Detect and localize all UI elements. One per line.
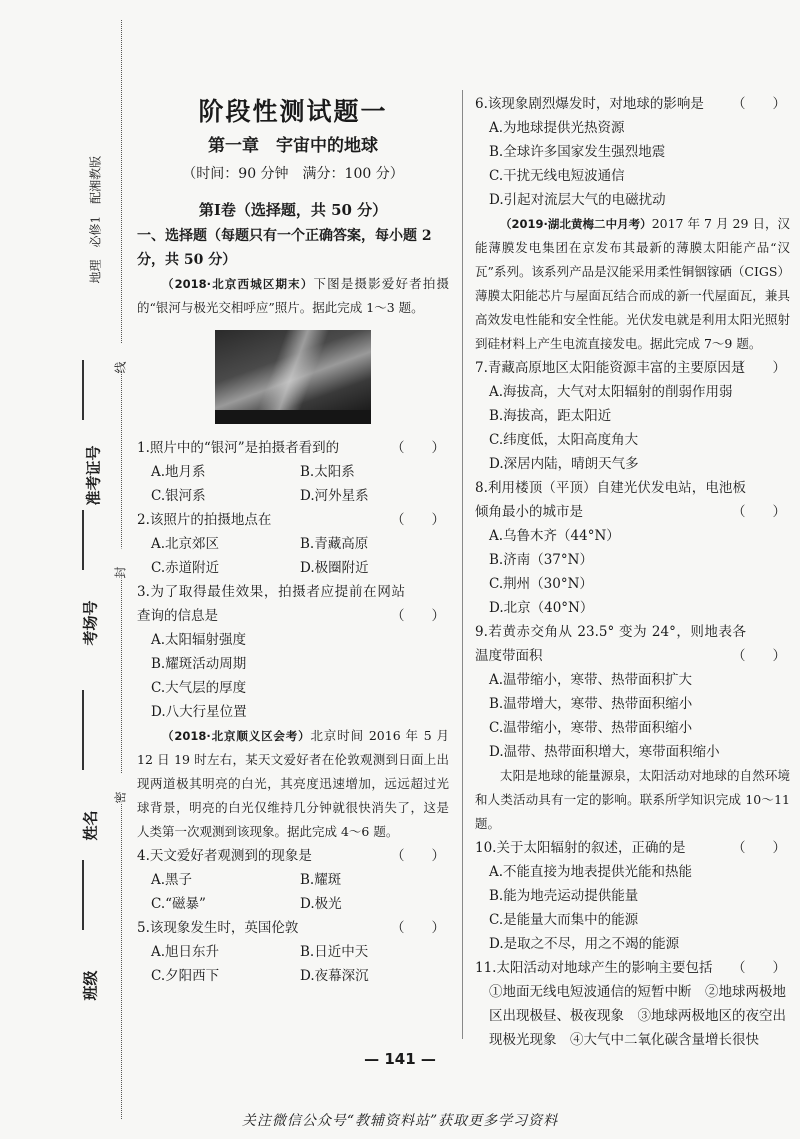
q11-stem: 11.太阳活动对地球产生的影响主要包括 (475, 960, 713, 976)
question-10 (475, 836, 790, 860)
q11-answer-paren: （ ） (732, 960, 786, 976)
q3-stem: 3.为了取得最佳效果，拍摄者应提前在网站查询的信息是 (137, 584, 405, 624)
room-number-underline (82, 510, 84, 570)
passage-3-source: （2019·湖北黄梅二中月考） (500, 217, 652, 231)
part-title: 一、选择题（每题只有一个正确答案，每小题 2 分，共 50 分） (137, 228, 432, 268)
q7-stem: 7.青藏高原地区太阳能资源丰富的主要原因是 (475, 360, 745, 376)
sidebar-room-number: 考场号 (81, 600, 100, 646)
sidebar-subject: 地理 必修1 配湘教版 (88, 155, 103, 284)
q1-option-b: B.太阳系 (300, 464, 355, 480)
q9-option-b: B.温带增大，寒带、热带面积缩小 (489, 696, 693, 712)
chapter-title: 第一章 宇宙中的地球 (208, 136, 378, 156)
mark-secret: 密 (112, 774, 129, 804)
q6-option-c: C.干扰无线电短波通信 (489, 168, 625, 184)
footer-note: 关注微信公众号“教辅资料站”获取更多学习资料 (241, 1113, 559, 1129)
q10-stem: 10.关于太阳辐射的叙述，正确的是 (475, 840, 686, 856)
exam-number-underline (82, 360, 84, 420)
milky-way-aurora-photo (215, 330, 371, 424)
q3-option-a: A.太阳辐射强度 (151, 632, 247, 648)
q4-option-c: C.“磁暴” (151, 896, 206, 912)
q5-option-c: C.夕阳西下 (151, 968, 220, 984)
passage-1-source: （2018·北京西城区期末） (162, 277, 314, 291)
q4-option-b: B.耀斑 (300, 872, 342, 888)
q5-options-row2 (137, 964, 449, 988)
q8-answer-paren: （ ） (732, 504, 786, 520)
q4-options-row2 (137, 892, 449, 916)
q1-stem: 1.照片中的“银河”是拍摄者看到的 (137, 440, 340, 456)
q3-option-b: B.耀斑活动周期 (151, 656, 247, 672)
q7-option-a: A.海拔高，大气对太阳辐射的削弱作用弱 (489, 384, 733, 400)
q10-option-c: C.是能量大而集中的能源 (489, 912, 639, 928)
passage-2-source: （2018·北京顺义区会考） (162, 729, 311, 743)
q2-options-row1 (137, 532, 449, 556)
q2-option-b: B.青藏高原 (300, 536, 369, 552)
q1-option-d: D.河外星系 (300, 488, 369, 504)
exam-meta: （时间：90 分钟 满分：100 分） (182, 166, 404, 182)
question-8 (475, 476, 790, 524)
q5-option-d: D.夜幕深沉 (300, 968, 369, 984)
q10-option-a: A.不能直接为地表提供光能和热能 (489, 864, 693, 880)
q8-option-d: D.北京（40°N） (489, 600, 594, 616)
q5-stem: 5.该现象发生时，英国伦敦 (137, 920, 299, 936)
q5-option-b: B.日近中天 (300, 944, 369, 960)
q10-option-d: D.是取之不尽，用之不竭的能源 (489, 936, 680, 952)
q6-option-a: A.为地球提供光热资源 (489, 120, 625, 136)
q4-answer-paren: （ ） (391, 848, 445, 864)
q6-stem: 6.该现象剧烈爆发时，对地球的影响是 (475, 96, 704, 112)
passage-2-text: 北京时间 2016 年 5 月 12 日 19 时左右，某天文爱好者在伦敦观测到日面上出现两道极其明亮的白光，其亮度迅速增加，远远超过光球背景，明亮的白光仅维持几分钟就很快消失了，这是人类第一次观测到该现象。据此完成 4～6 题。 (137, 728, 449, 839)
question-11 (475, 956, 790, 980)
question-3 (137, 580, 449, 628)
q1-option-c: C.银河系 (151, 488, 206, 504)
q9-option-c: C.温带缩小，寒带、热带面积缩小 (489, 720, 693, 736)
right-column (475, 92, 790, 1052)
left-column (137, 92, 449, 988)
q2-stem: 2.该照片的拍摄地点在 (137, 512, 272, 528)
q6-option-d: D.引起对流层大气的电磁扰动 (489, 192, 666, 208)
question-6 (475, 92, 790, 116)
passage-4: 太阳是地球的能量源泉，太阳活动对地球的自然环境和人类活动具有一定的影响。联系所学知识完成 10～11 题。 (475, 768, 790, 831)
q10-option-b: B.能为地壳运动提供能量 (489, 888, 639, 904)
passage-3-text: 2017 年 7 月 29 日，汉能薄膜发电集团在京发布其最新的薄膜太阳能产品“汉瓦”系列。该系列产品是汉能采用柔性铜铟镓硒（CIGS）薄膜太阳能芯片与屋面瓦结合而成的新一代屋面瓦，兼具高效发电性能和安全性能。光伏发电就是利用太阳光照射到硅材料上产生电流直接发电。据此完成 7～9 题。 (475, 216, 791, 351)
q2-options-row2 (137, 556, 449, 580)
q4-stem: 4.天文爱好者观测到的现象是 (137, 848, 312, 864)
passage-2 (137, 724, 449, 844)
q8-option-c: C.荆州（30°N） (489, 576, 593, 592)
q4-options-row1 (137, 868, 449, 892)
q7-option-c: C.纬度低，太阳高度角大 (489, 432, 639, 448)
question-4 (137, 844, 449, 868)
q1-answer-paren: （ ） (391, 440, 445, 456)
q8-stem: 8.利用楼顶（平顶）自建光伏发电站，电池板倾角最小的城市是 (475, 480, 746, 520)
mark-line: 线 (112, 344, 129, 374)
q9-option-a: A.温带缩小，寒带、热带面积扩大 (489, 672, 693, 688)
q9-stem: 9.若黄赤交角从 23.5° 变为 24°，则地表各温度带面积 (475, 624, 746, 664)
q1-option-a: A.地月系 (151, 464, 206, 480)
question-1 (137, 436, 449, 460)
q4-option-a: A.黑子 (151, 872, 193, 888)
class-underline (82, 860, 84, 930)
sidebar-exam-number: 准考证号 (84, 445, 103, 506)
name-underline (82, 690, 84, 770)
q5-answer-paren: （ ） (391, 920, 445, 936)
q5-options-row1 (137, 940, 449, 964)
q2-option-c: C.赤道附近 (151, 560, 220, 576)
column-divider (462, 90, 463, 1039)
q7-answer-paren: （ ） (732, 360, 786, 376)
q6-answer-paren: （ ） (732, 96, 786, 112)
q6-option-b: B.全球许多国家发生强烈地震 (489, 144, 666, 160)
mark-seal: 封 (112, 549, 129, 579)
q2-option-a: A.北京郊区 (151, 536, 220, 552)
sidebar-class: 班级 (81, 970, 100, 1001)
q9-option-d: D.温带、热带面积增大，寒带面积缩小 (489, 744, 720, 760)
q3-answer-paren: （ ） (391, 608, 445, 624)
q4-option-d: D.极光 (300, 896, 342, 912)
q3-option-d: D.八大行星位置 (151, 704, 247, 720)
q7-option-b: B.海拔高，距太阳近 (489, 408, 612, 424)
question-2 (137, 508, 449, 532)
question-7 (475, 356, 790, 380)
q11-statements: ①地面无线电短波通信的短暂中断 ②地球两极地区出现极昼、极夜现象 ③地球两极地区的夜空出现极光现象 ④大气中二氧化碳含量增长很快 (489, 984, 786, 1048)
q2-answer-paren: （ ） (391, 512, 445, 528)
q8-option-b: B.济南（37°N） (489, 552, 593, 568)
sidebar-name: 姓名 (81, 810, 100, 841)
q2-option-d: D.极圈附近 (300, 560, 369, 576)
q7-option-d: D.深居内陆，晴朗天气多 (489, 456, 639, 472)
q9-answer-paren: （ ） (732, 648, 786, 664)
section-title: 第Ⅰ卷（选择题，共 50 分） (198, 201, 388, 219)
passage-1 (137, 272, 449, 320)
passage-3 (475, 212, 790, 356)
question-9 (475, 620, 790, 668)
q1-options-row2 (137, 484, 449, 508)
q3-option-c: C.大气层的厚度 (151, 680, 247, 696)
q5-option-a: A.旭日东升 (151, 944, 220, 960)
page-number: — 141 — (364, 1050, 436, 1068)
q10-answer-paren: （ ） (732, 840, 786, 856)
passage-1-text: 下图是摄影爱好者拍摄的“银河与极光交相呼应”照片。据此完成 1～3 题。 (137, 276, 449, 315)
page-title: 阶段性测试题一 (198, 97, 388, 126)
q1-options-row1 (137, 460, 449, 484)
question-5 (137, 916, 449, 940)
q8-option-a: A.乌鲁木齐（44°N） (489, 528, 620, 544)
